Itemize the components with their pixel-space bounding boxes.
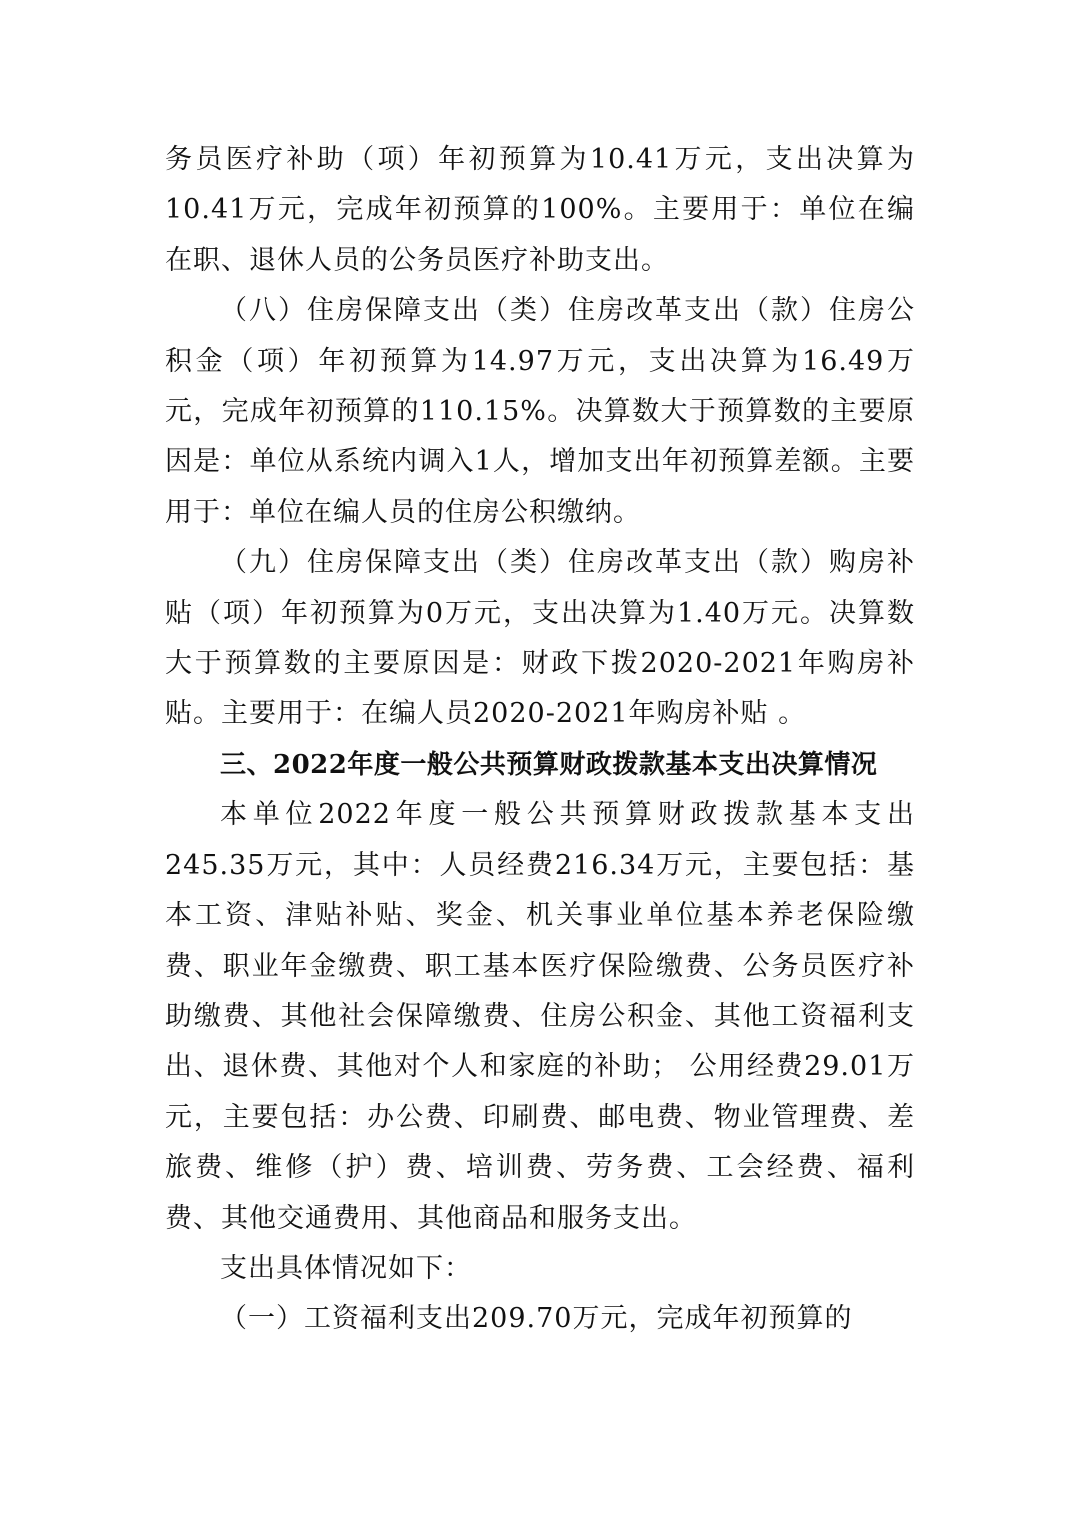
paragraph-details-intro: 支出具体情况如下：: [220, 1252, 472, 1284]
paragraph-housing-subsidy: （九）住房保障支出（类）住房改革支出（款）购房补贴（项）年初预算为0万元，支出决算为1.40万元。决算数大于预算数的主要原因是：财政下拨2020-2021年购房补贴。主要用于：在编人员2020-2021年购房补贴 。: [165, 547, 915, 730]
document-body: [165, 135, 915, 1345]
section-heading: 三、2022年度一般公共预算财政拨款基本支出决算情况: [220, 749, 878, 780]
paragraph-basic-expenditure: 本单位2022年度一般公共预算财政拨款基本支出245.35万元，其中：人员经费216.34万元，主要包括：基本工资、津贴补贴、奖金、机关事业单位基本养老保险缴费、职业年金缴费、职工基本医疗保险缴费、公务员医疗补助缴费、其他社会保障缴费、住房公积金、其他工资福利支出、退休费、其他对个人和家庭的补助； 公用经费29.01万元，主要包括：办公费、印刷费、邮电费、物业管理费、差旅费、维修（护）费、培训费、劳务费、工会经费、福利费、其他交通费用、其他商品和服务支出。: [165, 799, 915, 1234]
paragraph-salary-welfare: （一）工资福利支出209.70万元，完成年初预算的: [220, 1303, 853, 1335]
paragraph-medical-subsidy: 务员医疗补助（项）年初预算为10.41万元，支出决算为10.41万元，完成年初预算的100%。主要用于：单位在编在职、退休人员的公务员医疗补助支出。: [165, 144, 915, 276]
paragraph-housing-fund: （八）住房保障支出（类）住房改革支出（款）住房公积金（项）年初预算为14.97万元，支出决算为16.49万元，完成年初预算的110.15%。决算数大于预算数的主要原因是：单位从系统内调入1人，增加支出年初预算差额。主要用于：单位在编人员的住房公积缴纳。: [165, 295, 915, 528]
